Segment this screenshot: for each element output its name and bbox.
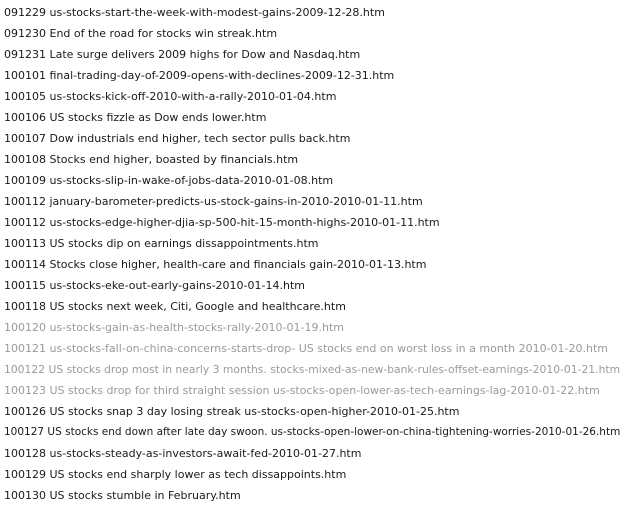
file-item[interactable]: 091231 Late surge delivers 2009 highs for Dow and Nasdaq.htm: [4, 48, 361, 61]
file-item[interactable]: 100113 US stocks dip on earnings dissappointments.htm: [4, 237, 319, 250]
file-item[interactable]: 100115 us-stocks-eke-out-early-gains-2010-01-14.htm: [4, 279, 305, 292]
file-item[interactable]: 100122 US stocks drop most in nearly 3 months. stocks-mixed-as-new-bank-rules-offset-earnings-2010-01-21.htm: [4, 363, 621, 376]
file-item[interactable]: 100120 us-stocks-gain-as-health-stocks-rally-2010-01-19.htm: [4, 321, 344, 334]
file-item[interactable]: 100118 US stocks next week, Citi, Google and healthcare.htm: [4, 300, 346, 313]
file-item[interactable]: 100101 final-trading-day-of-2009-opens-with-declines-2009-12-31.htm: [4, 69, 395, 82]
file-item[interactable]: 100114 Stocks close higher, health-care and financials gain-2010-01-13.htm: [4, 258, 427, 271]
file-item[interactable]: 091229 us-stocks-start-the-week-with-modest-gains-2009-12-28.htm: [4, 6, 385, 19]
file-item[interactable]: 100126 US stocks snap 3 day losing streak us-stocks-open-higher-2010-01-25.htm: [4, 405, 460, 418]
file-item[interactable]: 100109 us-stocks-slip-in-wake-of-jobs-data-2010-01-08.htm: [4, 174, 334, 187]
file-item[interactable]: 100112 us-stocks-edge-higher-djia-sp-500-hit-15-month-highs-2010-01-11.htm: [4, 216, 440, 229]
file-item[interactable]: 100107 Dow industrials end higher, tech sector pulls back.htm: [4, 132, 351, 145]
file-item[interactable]: 100112 january-barometer-predicts-us-stock-gains-in-2010-2010-01-11.htm: [4, 195, 423, 208]
file-item[interactable]: 100106 US stocks fizzle as Dow ends lower.htm: [4, 111, 267, 124]
file-item[interactable]: 100128 us-stocks-steady-as-investors-await-fed-2010-01-27.htm: [4, 447, 362, 460]
file-item[interactable]: 100129 US stocks end sharply lower as tech dissappoints.htm: [4, 468, 347, 481]
file-item[interactable]: 100105 us-stocks-kick-off-2010-with-a-rally-2010-01-04.htm: [4, 90, 337, 103]
file-item[interactable]: 100127 US stocks end down after late day swoon. us-stocks-open-lower-on-china-tightening-worries-2010-01-26.htm: [4, 426, 621, 438]
file-item[interactable]: 100108 Stocks end higher, boasted by financials.htm: [4, 153, 299, 166]
file-item[interactable]: 091230 End of the road for stocks win streak.htm: [4, 27, 278, 40]
file-item[interactable]: 100123 US stocks drop for third straight session us-stocks-open-lower-as-tech-earnings-lag-2010-01-22.htm: [4, 384, 600, 397]
file-item[interactable]: 100130 US stocks stumble in February.htm: [4, 489, 241, 502]
file-item[interactable]: 100121 us-stocks-fall-on-china-concerns-starts-drop- US stocks end on worst loss in a month 2010-01-20.htm: [4, 342, 608, 355]
